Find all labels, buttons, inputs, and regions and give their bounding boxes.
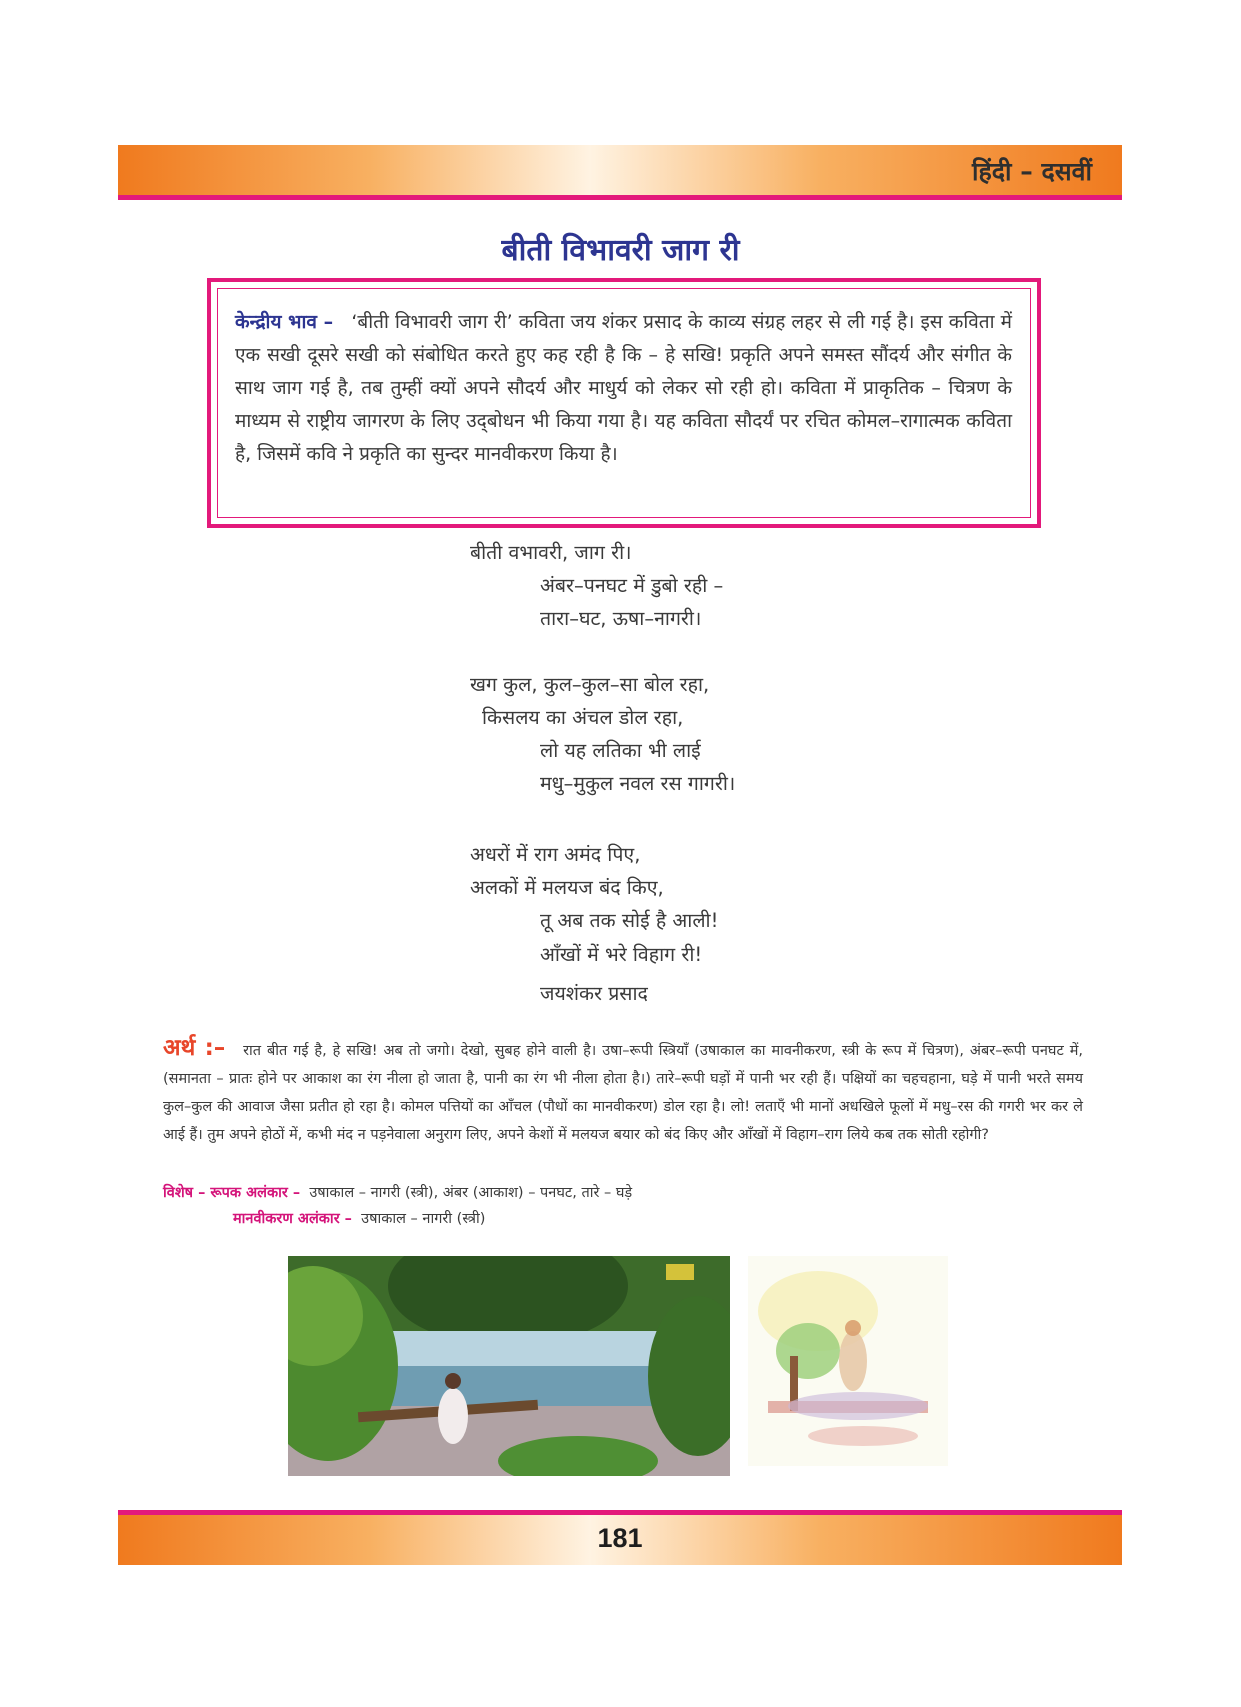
page-number: 181	[597, 1523, 643, 1553]
meaning-text: रात बीत गई है, हे सखि! अब तो जगो। देखो, सुबह होने वाली है। उषा–रूपी स्त्रियाँ (उषाकाल का मावनीकरण, स्त्री के रूप में चित्रण), अंबर–रूपी पनघट में, (समानता – प्रातः होने पर आकाश का रंग नीला हो जाता है, पानी का रंग भी नीला होता है।) तारे–रूपी घड़ों में पानी भर रही हैं। पक्षियों का चहचहाना, घड़े में पानी भरते समय कुल–कुल की आवाज जैसा प्रतीत हो रहा है। कोमल पत्तियों का आँचल (पौधों का मानवीकरण) डोल रहा है। लो! लताएँ भी मानों अधखिले फूलों में मधु–रस की गगरी भर कर ले आई हैं। तुम अपने होठों में, कभी मंद न पड़नेवाला अनुराग लिए, अपने केशों में मलयज बयार को बंद किए और आँखों में विहाग–राग लिये कब तक सोती रहोगी?	[163, 1043, 1083, 1143]
pencil-sketch-illustration	[748, 1256, 948, 1466]
special-text-rupak: उषाकाल – नागरी (स्त्री), अंबर (आकाश) – पनघट, तारे – घड़े	[309, 1185, 633, 1201]
poem-author: जयशंकर प्रसाद	[540, 982, 648, 1005]
poem-line: आँखों में भरे विहाग री!	[540, 943, 703, 966]
poem-line: तू अब तक सोई है आली!	[540, 909, 719, 932]
summary-box	[207, 278, 1041, 528]
special-note-manavikaran	[233, 1208, 1133, 1228]
poem-line: बीती वभावरी, जाग री।	[470, 541, 632, 564]
poem-line: लो यह लतिका भी लाई	[540, 739, 701, 762]
special-label-rupak: विशेष – रूपक अलंकार –	[163, 1185, 301, 1201]
poem-line: अलकों में मलयज बंद किए,	[470, 876, 664, 899]
footer-band	[118, 1515, 1122, 1565]
meaning-paragraph	[163, 1034, 1083, 1149]
header-title: हिंदी – दसवीं	[972, 157, 1092, 186]
special-label-manavikaran: मानवीकरण अलंकार –	[233, 1211, 352, 1227]
special-text-manavikaran: उषाकाल – नागरी (स्त्री)	[361, 1211, 486, 1227]
poem-line: अधरों में राग अमंद पिए,	[470, 843, 641, 866]
river-scene-photo	[288, 1256, 730, 1476]
header-band	[118, 145, 1122, 195]
poem-line: खग कुल, कुल–कुल–सा बोल रहा,	[470, 673, 710, 696]
poem-line: अंबर–पनघट में डुबो रही –	[540, 574, 724, 597]
summary-text-block	[217, 288, 1031, 518]
summary-text: ‘बीती विभावरी जाग री’ कविता जय शंकर प्रसाद के काव्य संग्रह लहर से ली गई है। इस कविता में एक सखी दूसरे सखी को संबोधित करते हुए कह रही है कि – हे सखि! प्रकृति अपने समस्त सौंदर्य और संगीत के साथ जाग गई है, तब तुम्हीं क्यों अपने सौदर्य और माधुर्य को लेकर सो रही हो। कविता में प्राकृतिक – चित्रण के माध्यम से राष्ट्रीय जागरण के लिए उद्‌बोधन भी किया गया है। यह कविता सौदर्यं पर रचित कोमल–रागात्मक कविता है, जिसमें कवि ने प्रकृति का सुन्दर मानवीकरण किया है।	[235, 311, 1012, 465]
special-note-rupak	[163, 1182, 1063, 1202]
poem-line: मधु–मुकुल नवल रस गागरी।	[540, 772, 736, 795]
page-title: बीती विभावरी जाग री	[501, 233, 740, 268]
poem-line: किसलय का अंचल डोल रहा,	[482, 706, 684, 729]
summary-label: केन्द्रीय भाव –	[235, 311, 334, 333]
poem-line: तारा–घट, ऊषा–नागरी।	[540, 607, 702, 630]
header-divider	[118, 195, 1122, 200]
meaning-label: अर्थ :–	[163, 1035, 226, 1061]
